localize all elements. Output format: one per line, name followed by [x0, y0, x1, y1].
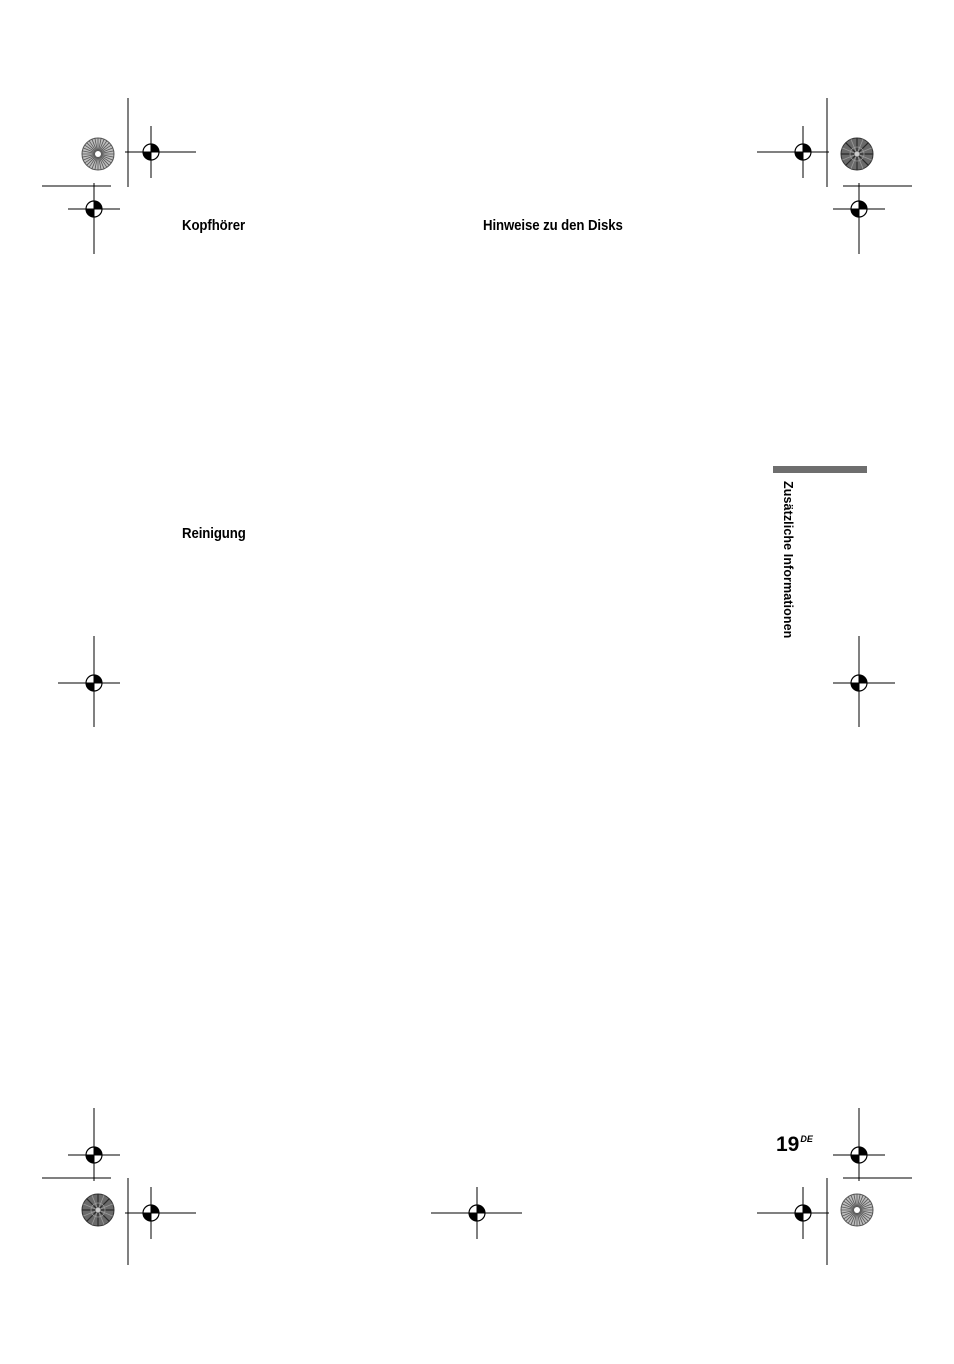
- registration-mark-icon: [125, 1187, 196, 1239]
- color-target-icon: [841, 138, 873, 170]
- registration-mark-icon: [68, 183, 120, 254]
- registration-mark-icon: [833, 636, 895, 727]
- page-number: [776, 1133, 813, 1157]
- registration-mark-icon: [431, 1187, 522, 1239]
- section-tab-bar: [773, 466, 867, 473]
- registration-mark-icon: [833, 1108, 885, 1181]
- registration-mark-icon: [757, 126, 829, 178]
- color-target-icon: [82, 1194, 114, 1226]
- color-target-icon: [82, 138, 114, 170]
- registration-mark-icon: [58, 636, 120, 727]
- heading-reinigung: Reinigung: [182, 525, 246, 542]
- page-language-suffix: DE: [800, 1134, 813, 1144]
- registration-mark-icon: [833, 183, 885, 254]
- registration-mark-icon: [757, 1187, 829, 1239]
- page-number-value: 19: [776, 1133, 800, 1156]
- color-target-icon: [841, 1194, 873, 1226]
- heading-hinweise-disks: Hinweise zu den Disks: [483, 217, 623, 234]
- registration-mark-icon: [68, 1108, 120, 1181]
- heading-kopfhoerer: Kopfhörer: [182, 217, 246, 234]
- section-tab-label: Zusätzliche Informationen: [781, 481, 795, 639]
- registration-mark-icon: [125, 126, 196, 178]
